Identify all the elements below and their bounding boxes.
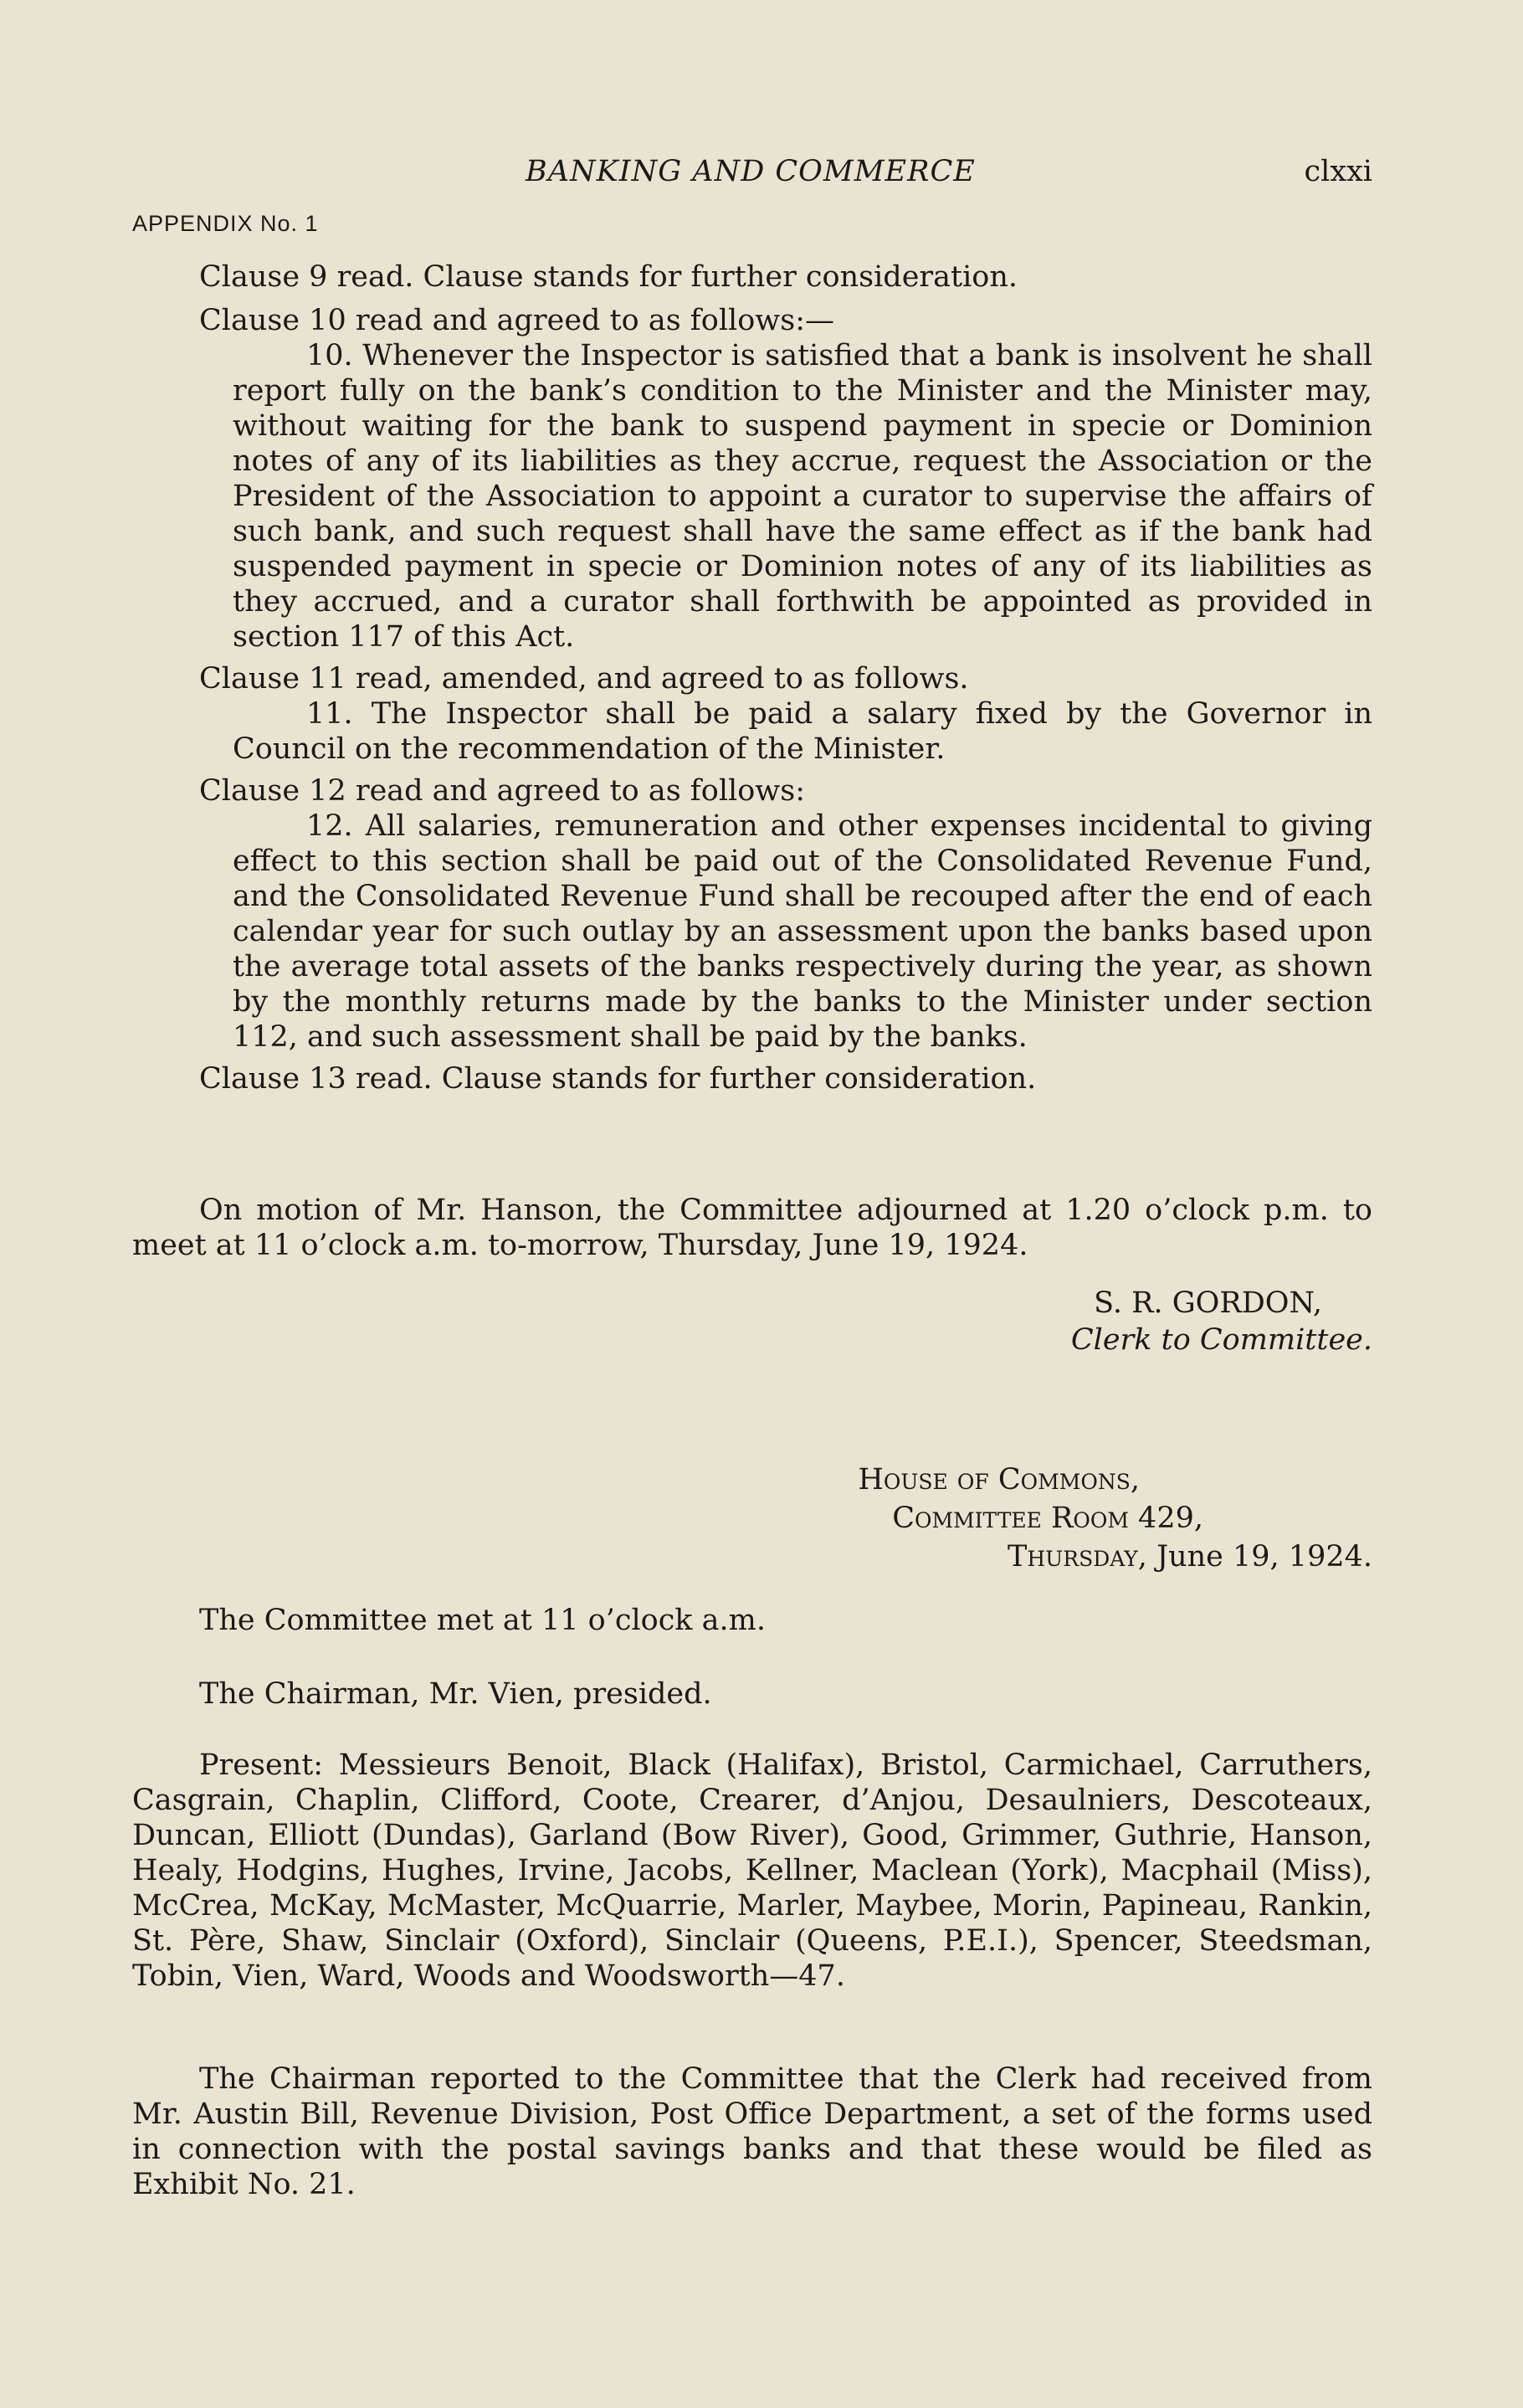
clause-12-body: [132, 809, 1372, 1055]
clauses-section: [132, 259, 1372, 1096]
committee-room: Committee Room 429,: [892, 1502, 1203, 1535]
minutes-report-section: [132, 2061, 1372, 2202]
clerk-name: S. R. GORDON,: [1094, 1286, 1322, 1320]
clause-11-intro: Clause 11 read, amended, and agreed to as follows.: [199, 662, 969, 696]
chairman-report: The Chairman reported to the Committee that the Clerk had received from Mr. Austin Bill, Revenue Division, Post Office Department, a set of the forms used in connection with the postal savings banks and that these would be filed as Exhibit No. 21.: [132, 2062, 1372, 2201]
clause-12-text: 12. All salaries, remuneration and other expenses incidental to giving effect to this section shall be paid out of the Consolidated Revenue Fund, and the Consolidated Revenue Fund shall be recouped after the end of each calendar year for such outlay by an assessment upon the banks based upon the average total assets of the banks respectively during the year, as shown by the monthly returns made by the banks to the Minister under section 112, and such assessment shall be paid by the banks.: [233, 809, 1372, 1054]
clause-10-text: 10. Whenever the Inspector is satisfied that a bank is insolvent he shall report fully on the bank’s condition to the Minister and the Minister may, without waiting for the bank to suspend payment in specie or Dominion notes of any of its liabilities as they accrue, request the Association or the President of the Association to appoint a curator to supervise the affairs of such bank, and such request shall have the same effect as if the bank had suspended payment in specie or Dominion notes of any of its liabilities as they accrued, and a curator shall forthwith be appointed as provided in section 117 of this Act.: [233, 339, 1372, 654]
signature-block: [1071, 1285, 1372, 1358]
adjournment-section: [132, 1193, 1372, 1263]
appendix-label: APPENDIX No. 1: [132, 211, 319, 236]
members-present: Present: Messieurs Benoit, Black (Halifax), Bristol, Carmichael, Carruthers, Casgrain, Chaplin, Clifford, Coote, Crearer, d’Anjou, Desaulniers, Descoteaux, Duncan, Elliott (Dundas), Garland (Bow River), Good, Grimmer, Guthrie, Hanson, Healy, Hodgins, Hughes, Irvine, Jacobs, Kellner, Maclean (York), Macphail (Miss), McCrea, McKay, McMaster, McQuarrie, Marler, Maybee, Morin, Papineau, Rankin, St. Père, Shaw, Sinclair (Oxford), Sinclair (Queens, P.E.I.), Spencer, Steedsman, Tobin, Vien, Ward, Woods and Woodsworth—47.: [132, 1748, 1372, 1993]
meeting-heading: [858, 1461, 1372, 1576]
clause-10-intro: Clause 10 read and agreed to as follows:—: [199, 304, 834, 337]
adjournment-text: On motion of Mr. Hanson, the Committee adjourned at 1.20 o’clock p.m. to meet at 11 o’clock a.m. to-morrow, Thursday, June 19, 1924.: [132, 1194, 1372, 1262]
meeting-day: Thursday,: [1008, 1540, 1147, 1574]
running-title: BANKING AND COMMERCE: [526, 155, 976, 188]
clause-12-intro: Clause 12 read and agreed to as follows:: [199, 774, 805, 808]
house-of-commons: House of Commons,: [858, 1463, 1140, 1497]
page-number: clxxi: [1304, 155, 1372, 188]
clause-9: Clause 9 read. Clause stands for further consideration.: [199, 260, 1018, 294]
minutes-present-section: [132, 1748, 1372, 1994]
clause-13: Clause 13 read. Clause stands for further consideration.: [199, 1062, 1037, 1096]
clause-11-text: 11. The Inspector shall be paid a salary fixed by the Governor in Council on the recommendation of the Minister.: [233, 697, 1372, 766]
clerk-role: Clerk to Committee.: [1070, 1323, 1372, 1357]
minutes-chair-section: [132, 1676, 1372, 1712]
meeting-date: [858, 1538, 1372, 1576]
clause-11-body: [132, 696, 1372, 767]
minutes-met-section: [132, 1603, 1372, 1638]
chairman-presided: The Chairman, Mr. Vien, presided.: [199, 1677, 712, 1711]
committee-met: The Committee met at 11 o’clock a.m.: [199, 1604, 766, 1637]
meeting-date-text: June 19, 1924.: [1156, 1540, 1372, 1574]
clause-10-body: [132, 338, 1372, 655]
